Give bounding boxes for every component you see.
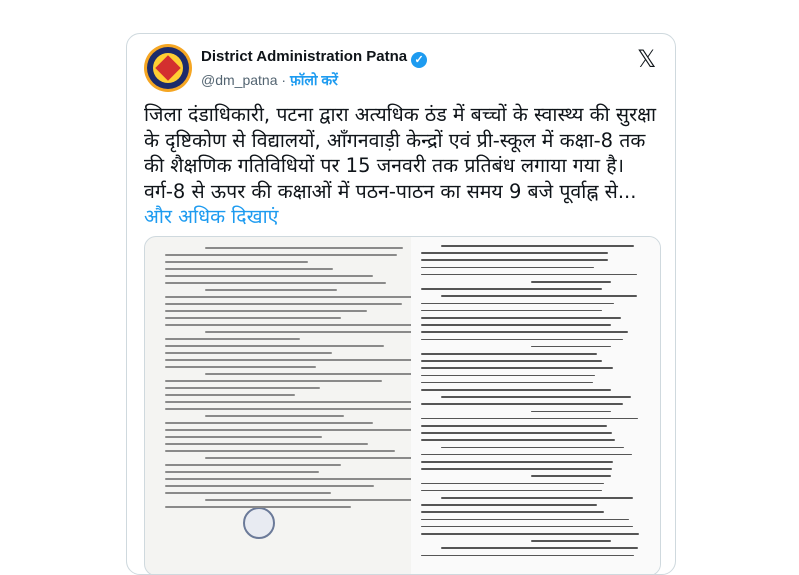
document-line xyxy=(421,267,594,269)
follow-button[interactable]: फ़ॉलो करें xyxy=(289,72,338,88)
document-line xyxy=(421,418,638,420)
document-line xyxy=(165,338,300,340)
document-line xyxy=(441,547,638,549)
document-line xyxy=(165,422,373,424)
document-hindi-page xyxy=(145,237,407,575)
document-line xyxy=(165,366,316,368)
show-more-link[interactable]: और अधिक दिखाएं xyxy=(144,205,279,228)
document-line xyxy=(421,375,595,377)
document-line xyxy=(421,288,602,290)
document-line xyxy=(205,457,432,459)
document-line xyxy=(165,268,333,270)
document-line xyxy=(421,324,611,326)
document-line xyxy=(531,475,611,477)
document-line xyxy=(421,403,623,405)
document-line xyxy=(165,282,386,284)
document-line xyxy=(421,331,628,333)
document-english-page xyxy=(411,237,660,575)
avatar[interactable] xyxy=(144,44,192,92)
document-line xyxy=(165,387,320,389)
document-line xyxy=(421,555,634,557)
document-line xyxy=(421,259,608,261)
document-line xyxy=(165,506,351,508)
document-line xyxy=(205,331,430,333)
document-line xyxy=(165,464,341,466)
document-line xyxy=(165,471,319,473)
document-line xyxy=(421,519,629,521)
attached-document-image[interactable] xyxy=(144,236,661,575)
document-line xyxy=(441,245,634,247)
document-line xyxy=(165,492,331,494)
document-line xyxy=(531,346,611,348)
document-line xyxy=(165,303,402,305)
document-line xyxy=(421,252,608,254)
document-line xyxy=(205,373,414,375)
tweet-text xyxy=(144,102,664,230)
document-line xyxy=(165,352,332,354)
document-line xyxy=(421,504,597,506)
document-line xyxy=(205,499,412,501)
document-line xyxy=(441,447,624,449)
document-line xyxy=(165,485,374,487)
document-line xyxy=(421,274,637,276)
document-line xyxy=(441,295,637,297)
document-line xyxy=(421,353,597,355)
document-line xyxy=(165,380,382,382)
document-line xyxy=(421,339,623,341)
document-line xyxy=(421,432,612,434)
account-name[interactable]: District Administration Patna xyxy=(201,48,408,65)
document-line xyxy=(165,324,441,326)
document-line xyxy=(165,261,308,263)
document-line xyxy=(441,497,633,499)
office-seal-icon xyxy=(243,507,275,539)
document-line xyxy=(421,454,632,456)
document-line xyxy=(421,461,613,463)
document-line xyxy=(421,425,607,427)
document-line xyxy=(165,394,295,396)
account-name-row[interactable] xyxy=(201,48,427,68)
document-line xyxy=(421,511,604,513)
document-line xyxy=(421,367,613,369)
document-line xyxy=(165,317,341,319)
document-line xyxy=(421,303,614,305)
document-line xyxy=(165,450,395,452)
separator: · xyxy=(281,72,287,88)
document-line xyxy=(165,254,397,256)
verified-badge-icon: ✓ xyxy=(411,52,427,68)
document-line xyxy=(165,443,368,445)
tweet-card xyxy=(126,33,676,575)
document-line xyxy=(165,275,373,277)
document-line xyxy=(421,526,633,528)
document-line xyxy=(421,360,602,362)
document-line xyxy=(421,490,602,492)
document-line xyxy=(421,310,602,312)
document-line xyxy=(421,382,593,384)
document-line xyxy=(421,439,615,441)
document-line xyxy=(531,411,611,413)
document-line xyxy=(205,247,403,249)
document-line xyxy=(421,317,621,319)
document-line xyxy=(421,468,612,470)
document-line xyxy=(165,345,384,347)
document-line xyxy=(441,396,631,398)
document-line xyxy=(165,436,322,438)
document-line xyxy=(421,483,604,485)
document-line xyxy=(205,415,344,417)
document-line xyxy=(531,540,611,542)
document-line xyxy=(531,281,611,283)
document-line xyxy=(165,359,419,361)
tweet-body: जिला दंडाधिकारी, पटना द्वारा अत्यधिक ठंड में बच्चों के स्वास्थ्य की सुरक्षा के दृष्टिकोण से विद्यालयों, आँगनवाड़ी केन्द्रों एवं प्री-स्कूल में कक्षा-8 तक की शैक्षणिक गतिविधियों पर 15 जनवरी तक प्रतिबंध लगाया गया है। वर्ग-8 से ऊपर की कक्षाओं में पठन-पाठन का समय 9 बजे पूर्वाह्न से... xyxy=(144,103,657,203)
handle-row xyxy=(201,71,338,90)
document-line xyxy=(165,310,367,312)
document-line xyxy=(421,389,611,391)
document-line xyxy=(205,289,337,291)
x-logo-icon[interactable]: 𝕏 xyxy=(637,45,657,73)
account-handle[interactable]: @dm_patna xyxy=(201,72,278,88)
